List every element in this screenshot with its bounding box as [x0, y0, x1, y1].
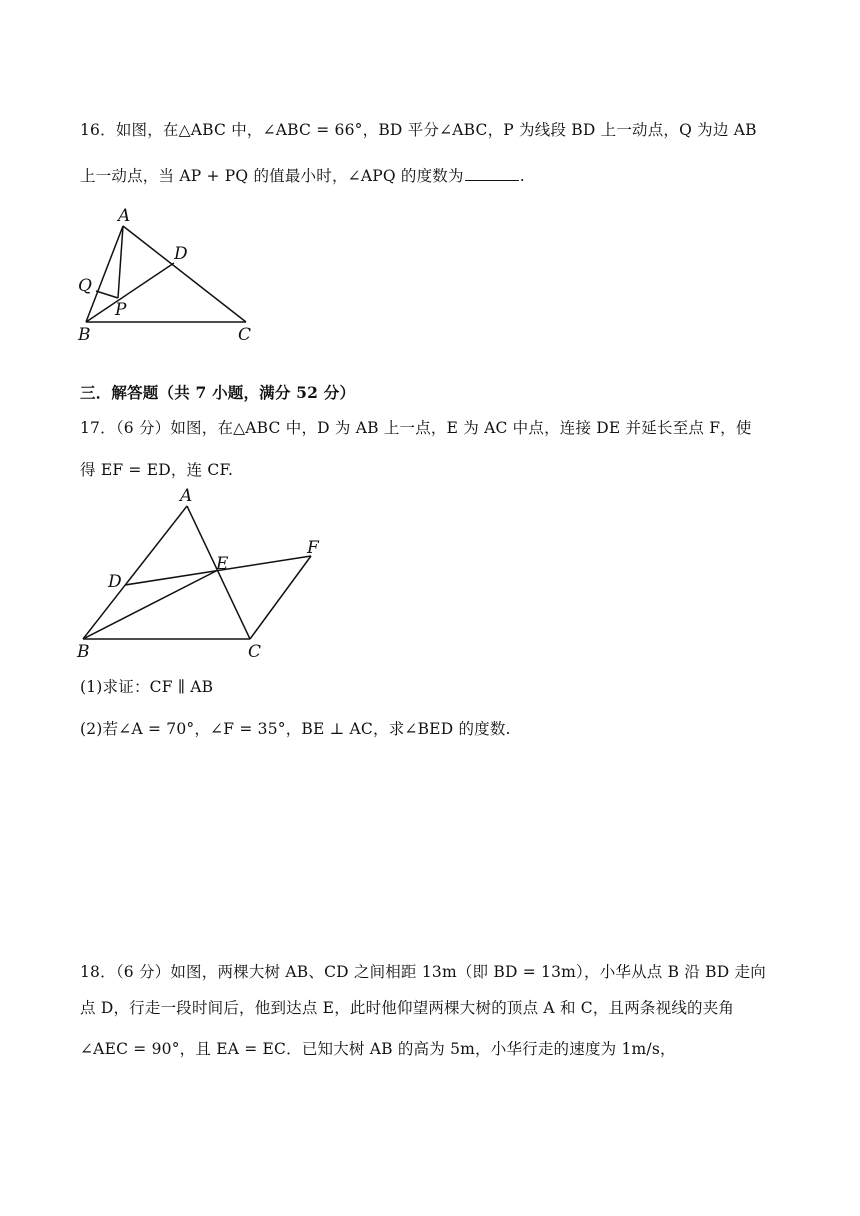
label-A: A — [118, 206, 131, 226]
q16-text-line2-main: 上一动点，当 AP + PQ 的值最小时，∠APQ 的度数为 — [80, 167, 464, 185]
label-D: D — [174, 244, 188, 264]
label-B: B — [77, 642, 90, 662]
label-Q: Q — [78, 276, 92, 296]
q17-text-line2: 得 EF = ED，连 CF. — [80, 461, 234, 479]
q18-text-line2: 点 D，行走一段时间后，他到达点 E，此时他仰望两棵大树的顶点 A 和 C，且两条视线的夹角 — [80, 999, 735, 1017]
label-C: C — [238, 325, 252, 345]
label-C: C — [248, 642, 262, 662]
label-F: F — [307, 538, 319, 558]
q16-text-line1: 16．如图，在△ABC 中，∠ABC = 66°，BD 平分∠ABC，P 为线段 BD 上一动点，Q 为边 AB — [80, 121, 757, 139]
label-D: D — [108, 572, 122, 592]
segment-AB — [83, 506, 187, 639]
segment-CF — [250, 556, 311, 639]
label-E: E — [216, 554, 229, 574]
label-B: B — [78, 325, 91, 345]
section-title: 三．解答题（共 7 小题，满分 52 分） — [80, 383, 356, 402]
q17-part2: (2)若∠A = 70°，∠F = 35°，BE ⊥ AC，求∠BED 的度数. — [80, 720, 511, 738]
q17-part1: (1)求证：CF ∥ AB — [80, 678, 214, 696]
label-P: P — [115, 300, 127, 320]
q18-text-line3: ∠AEC = 90°，且 EA = EC．已知大树 AB 的高为 5m，小华行走的速度为 1m/s， — [80, 1040, 676, 1058]
q18-text-line1: 18．（6 分）如图，两棵大树 AB、CD 之间相距 13m（即 BD = 13m），小华从点 B 沿 BD 走向 — [80, 963, 766, 981]
label-A: A — [180, 486, 193, 506]
q17-text-line1: 17．（6 分）如图，在△ABC 中，D 为 AB 上一点，E 为 AC 中点，连接 DE 并延长至点 F，使 — [80, 419, 752, 437]
q16-text-line2-end: . — [519, 167, 525, 185]
